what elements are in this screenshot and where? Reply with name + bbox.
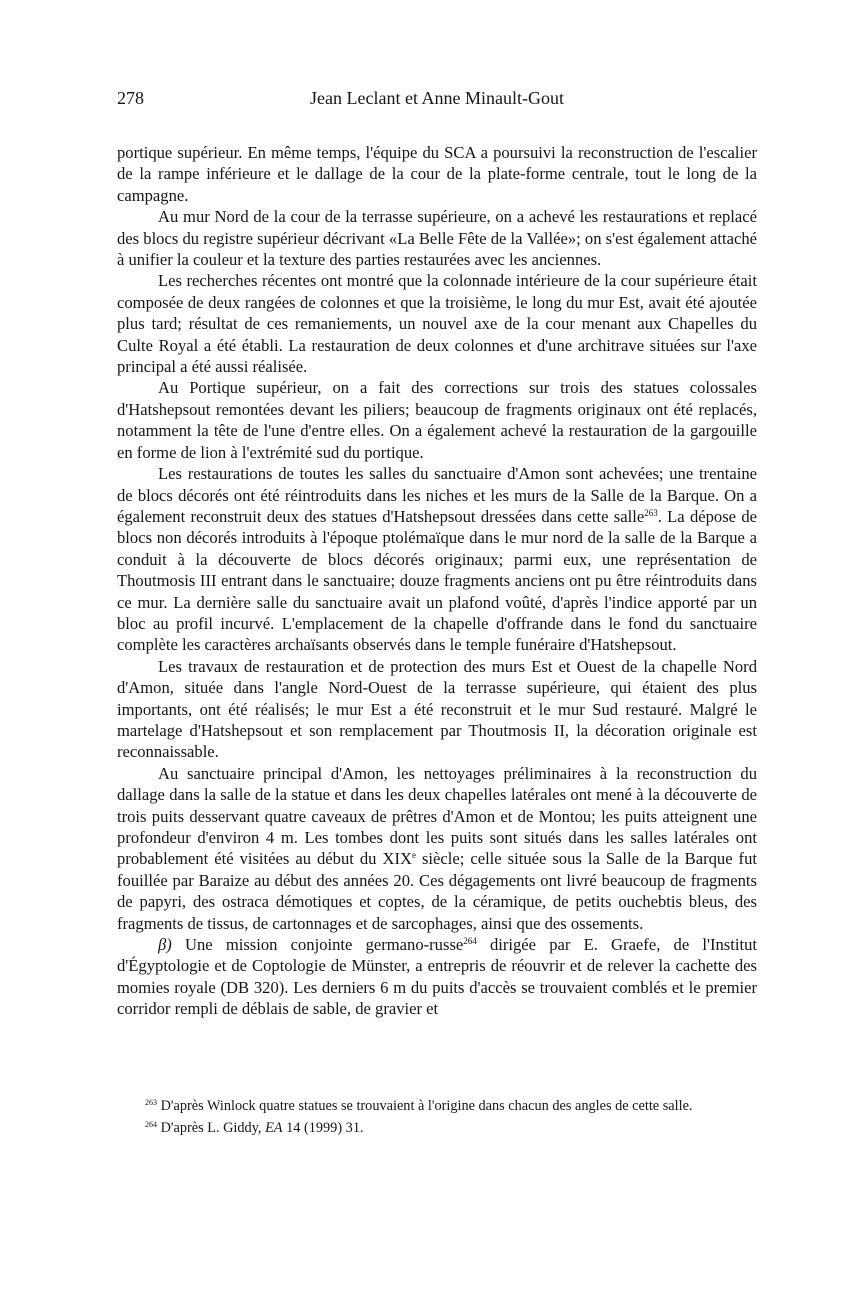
text-run: Une mission conjointe germano-russe [171,935,464,955]
running-title: Jean Leclant et Anne Minault-Gout [310,88,564,108]
footnote-text: D'après L. Giddy, [157,1120,266,1136]
text-run: . La dépose de blocs non décorés introduits à l'époque ptolémaïque dans le mur nord de la salle de la Barque a conduit à la découverte de blocs décorés originaux; parmi eux, une représentation de Thoutmosis III entrant dans le sanctuaire; douze fragments anciens ont pu être réintroduits dans ce mur. La dernière salle du sanctuaire avait un plafond voûté, d'après l'indice apporté par un bloc au profil incurvé. L'emplacement de la chapelle d'offrande dans le fond du sanctuaire complète les caractères archaïsants observés dans le temple funéraire d'Hatshepsout. [117,506,757,655]
paragraph: Les recherches récentes ont montré que la colonnade intérieure de la cour supérieure était composée de deux rangées de colonnes et que la troisième, le long du mur Est, avait été ajoutée plus tard; résultat de ces remaniements, un nouvel axe de la cour menant aux Chapelles du Culte Royal a été établi. La restauration de deux colonnes et d'une architrave situées sur l'axe principal a été aussi réalisée. [117,271,757,377]
paragraph [117,763,757,934]
page-number: 278 [117,88,144,108]
footnote-number: 264 [145,1120,157,1129]
superscript-e: e [411,850,416,861]
paragraph [117,463,757,656]
main-text [117,142,757,1020]
text-run: Au sanctuaire principal d'Amon, les nettoyages préliminaires à la reconstruction du dallage dans la salle de la statue et dans les deux chapelles latérales ont mené à la découverte de trois puits desservant quatre caveaux de prêtres d'Amon et de Montou; les puits atteignent une profondeur d'environ 4 m. Les tombes dont les puits sont situés dans les salles latérales ont probablement été visitées au début du XIX [117,763,757,869]
footnote-number: 263 [145,1098,157,1107]
paragraph [117,934,757,1020]
text-run: siècle; celle située sous la Salle de la Barque fut fouillée par Baraize au début des années 20. Ces dégagements ont livré beaucoup de fragments de papyri, des ostraca démotiques et coptes, de la céramique, de petits ouchebtis bleus, des fragments de tissus, de cartonnages et de sarcophages, ainsi que des ossements. [117,849,757,933]
paragraph: portique supérieur. En même temps, l'équipe du SCA a poursuivi la reconstruction de l'escalier de la rampe inférieure et le dallage de la cour de la plate-forme centrale, tout le long de la campagne. [117,143,757,205]
footnotes [117,1096,757,1138]
footnote-text: 14 (1999) 31. [282,1120,364,1136]
footnote-text: D'après Winlock quatre statues se trouvaient à l'origine dans chacun des angles de cette salle. [157,1098,693,1114]
paragraph: Au mur Nord de la cour de la terrasse supérieure, on a achevé les restaurations et replacé des blocs du registre supérieur décrivant «La Belle Fête de la Vallée»; on s'est également attaché à unifier la couleur et la texture des parties restaurées avec les anciennes. [117,207,757,270]
footnote-ref-263: 263 [644,507,658,518]
footnote-264 [117,1118,757,1138]
journal-abbrev: EA [265,1120,283,1136]
paragraph: Les travaux de restauration et de protection des murs Est et Ouest de la chapelle Nord d'Amon, située dans l'angle Nord-Ouest de la terrasse supérieure, qui étaient des plus importants, ont été réalisés; le mur Est a été reconstruit et le mur Sud restauré. Malgré le martelage d'Hatshepsout et son remplacement par Thoutmosis II, la décoration originale est reconnaissable. [117,656,757,762]
footnote-263 [117,1096,757,1116]
paragraph: Au Portique supérieur, on a fait des corrections sur trois des statues colossales d'Hatshepsout remontées devant les piliers; beaucoup de fragments originaux ont été replacés, notamment la tête de l'une d'entre elles. On a également achevé la restauration de la gargouille en forme de lion à l'extrémité sud du portique. [117,378,757,462]
footnote-ref-264: 264 [463,936,477,947]
text-run: dirigée par E. Graefe, de l'Institut d'Égyptologie et de Coptologie de Münster, a entrepris de réouvrir et de relever la cachette des momies royale (DB 320). Les derniers 6 m du puits d'accès se trouvaient comblés et le premier corridor rempli de déblais de sable, de gravier et [117,935,757,1019]
section-label: β) [158,935,172,955]
page-header [117,88,757,118]
text-run: Les restaurations de toutes les salles du sanctuaire d'Amon sont achevées; une trentaine de blocs décorés ont été réintroduits dans les niches et les murs de la Salle de la Barque. On a également reconstruit deux des statues d'Hatshepsout dressées dans cette salle [117,464,757,526]
